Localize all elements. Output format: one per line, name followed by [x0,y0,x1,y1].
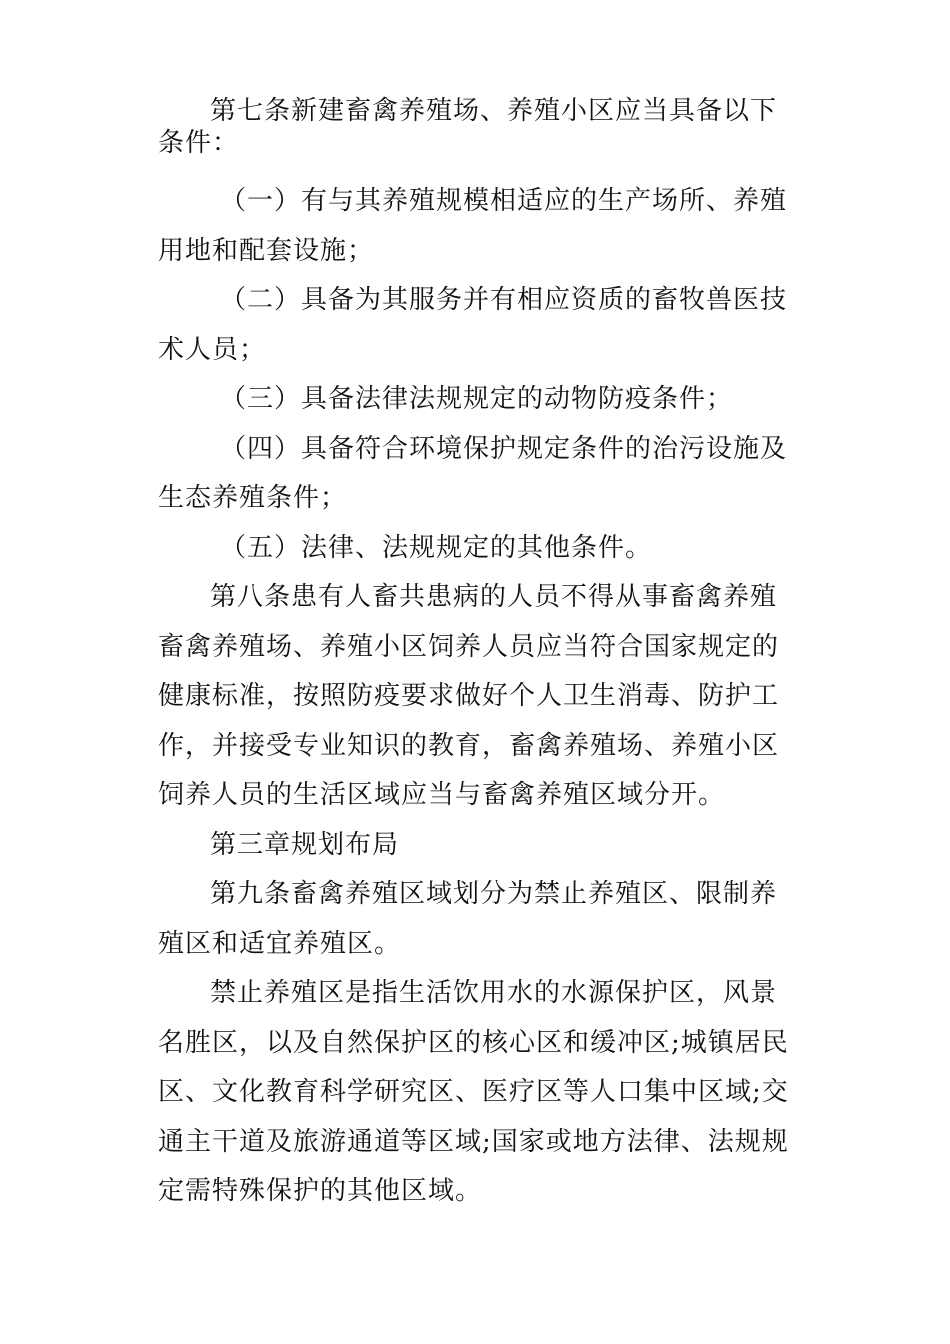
article-9: 第九条畜禽养殖区域划分为禁止养殖区、限制养殖区和适宜养殖区。 [158,879,778,959]
article-7-item-5: （五）法律、法规规定的其他条件。 [220,532,653,563]
article-7-item-3: （三）具备法律法规规定的动物防疫条件； [220,384,734,414]
document-body [158,95,798,1217]
article-7-item-2: （二）具备为其服务并有相应资质的畜牧兽医技术人员； [158,285,788,365]
article-7-item-4: （四）具备符合环境保护规定条件的治污设施及生态养殖条件； [158,433,788,513]
article-7-item-1: （一）有与其养殖规模相适应的生产场所、养殖用地和配套设施； [158,186,788,266]
chapter-3-heading: 第三章规划布局 [210,829,400,860]
article-8: 第八条患有人畜共患病的人员不得从事畜禽养殖畜禽养殖场、养殖小区饲养人员应当符合国家规定的健康标准，按照防疫要求做好个人卫生消毒、防护工作，并接受专业知识的教育，畜禽养殖场、养殖小区饲养人员的生活区域应当与畜禽养殖区域分开。 [158,582,780,810]
prohibited-zone-definition: 禁止养殖区是指生活饮用水的水源保护区，风景名胜区，以及自然保护区的核心区和缓冲区;城镇居民区、文化教育科学研究区、医疗区等人口集中区域;交通主干道及旅游通道等区域;国家或地方法律、法规规定需特殊保护的其他区域。 [158,978,789,1206]
article-7-intro: 第七条新建畜禽养殖场、养殖小区应当具备以下条件： [158,96,778,158]
